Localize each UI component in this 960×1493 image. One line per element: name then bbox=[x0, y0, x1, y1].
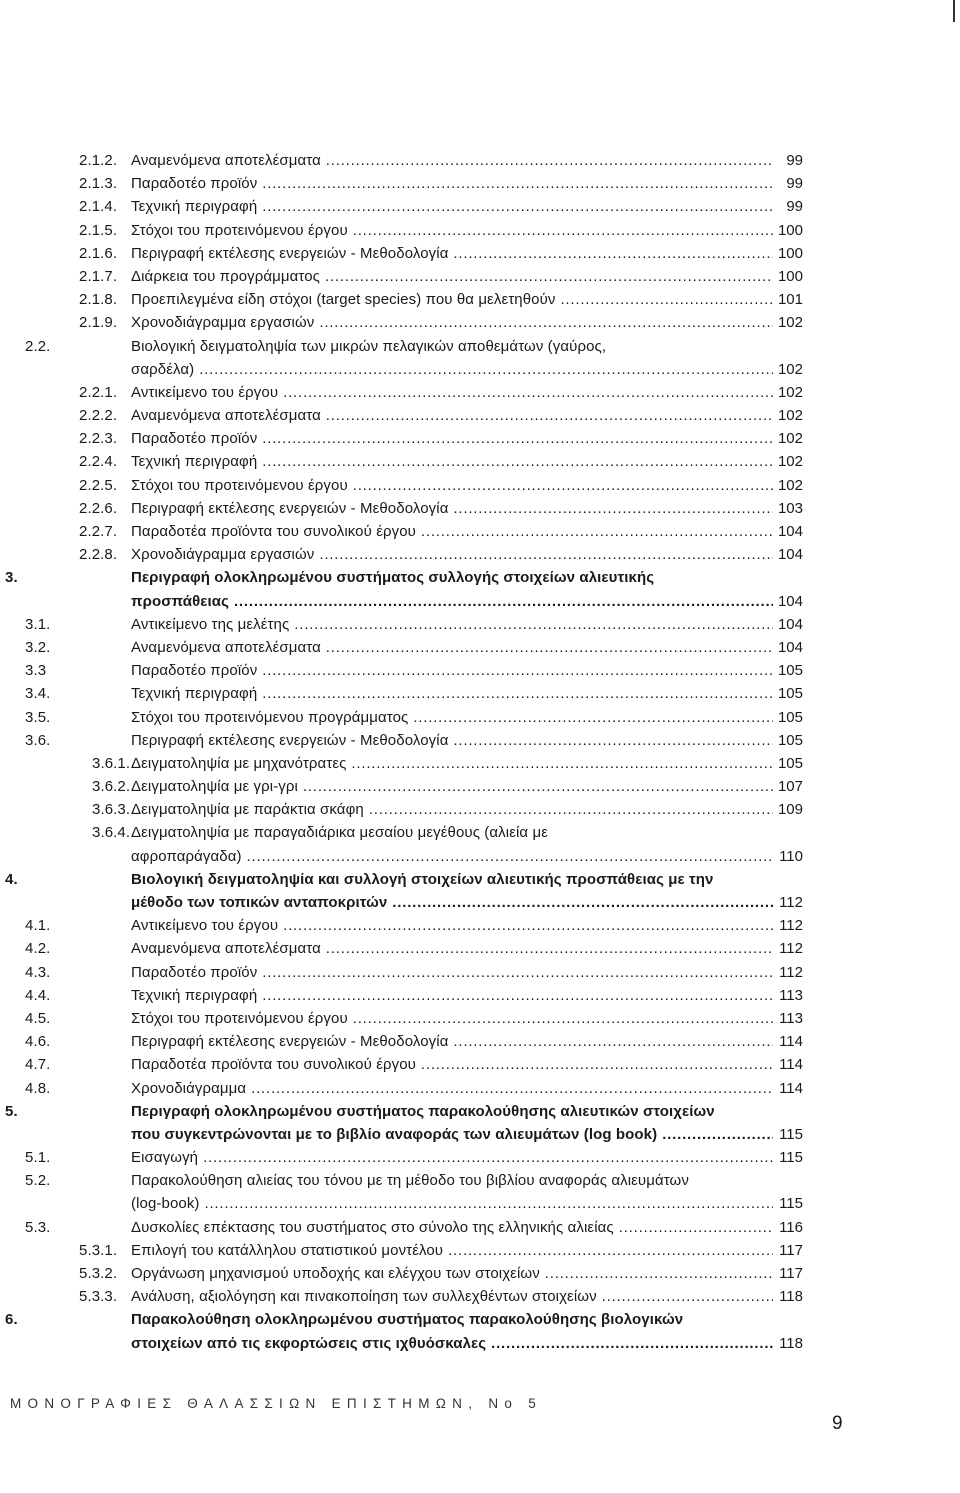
toc-entry-title: Στόχοι του προτεινόμενου έργου ..... bbox=[131, 474, 773, 497]
toc-entry-number: 5.3.2. bbox=[79, 1265, 118, 1282]
toc-entry[interactable] bbox=[0, 450, 960, 473]
toc-entry-number: 2.2.7. bbox=[79, 523, 118, 540]
toc-entry[interactable] bbox=[0, 149, 960, 172]
toc-entry-number: 4.1. bbox=[25, 917, 51, 935]
toc-entry-title: Στόχοι του προτεινόμενου έργου ..... bbox=[131, 219, 773, 242]
toc-entry[interactable] bbox=[0, 1007, 960, 1030]
toc-entry[interactable] bbox=[0, 288, 960, 311]
toc-entry-title: Παραδοτέο προϊόν ..... bbox=[131, 659, 773, 682]
toc-entry[interactable] bbox=[0, 1123, 960, 1146]
toc-entry-number: 4.7. bbox=[25, 1056, 51, 1074]
toc-entry-number: 4.2. bbox=[25, 940, 51, 958]
toc-entry[interactable] bbox=[0, 1308, 960, 1331]
toc-entry[interactable] bbox=[0, 1192, 960, 1215]
toc-entry-title: Βιολογική δειγματοληψία των μικρών πελαγικών αποθεμάτων (γαύρος, bbox=[131, 337, 607, 355]
toc-entry-title: Αντικείμενο του έργου ..... bbox=[131, 914, 773, 937]
toc-entry-page: 102 bbox=[777, 314, 803, 332]
toc-entry-title: Δυσκολίες επέκτασης του συστήματος στο σύνολο της ελληνικής αλιείας ..... bbox=[131, 1216, 773, 1239]
toc-entry-number: 3.2. bbox=[25, 638, 51, 656]
toc-entry-title: Παραδοτέα προϊόντα του συνολικού έργου ..... bbox=[131, 520, 773, 543]
toc-entry-page: 112 bbox=[779, 940, 803, 958]
toc-entry-title: Χρονοδιάγραμμα εργασιών ..... bbox=[131, 311, 773, 334]
toc-entry-page: 114 bbox=[779, 1079, 803, 1097]
toc-entry-page: 117 bbox=[779, 1265, 803, 1282]
toc-entry-page: 102 bbox=[777, 453, 803, 471]
toc-entry-title: Δειγματοληψία με μηχανότρατες ..... bbox=[131, 752, 773, 775]
toc-entry[interactable] bbox=[0, 543, 960, 566]
toc-entry-number: 4.3. bbox=[25, 963, 51, 981]
toc-entry[interactable] bbox=[0, 798, 960, 821]
toc-entry-page: 107 bbox=[777, 778, 803, 796]
toc-entry[interactable] bbox=[0, 590, 960, 613]
toc-entry-title: σαρδέλα) ..... bbox=[131, 358, 773, 381]
toc-entry[interactable] bbox=[0, 520, 960, 543]
toc-entry-number: 2.2.2. bbox=[79, 407, 118, 425]
toc-entry-title: Προεπιλεγμένα είδη στόχοι (target species) που θα μελετηθούν ..... bbox=[131, 288, 773, 311]
toc-entry[interactable] bbox=[0, 937, 960, 960]
toc-entry[interactable] bbox=[0, 311, 960, 334]
toc-entry-page: 100 bbox=[777, 221, 803, 239]
toc-entry-page: 104 bbox=[777, 523, 803, 540]
toc-entry-number: 2.1.8. bbox=[79, 291, 118, 309]
toc-entry-title: Στόχοι του προτεινόμενου έργου ..... bbox=[131, 1007, 773, 1030]
toc-entry-title: Δειγματοληψία με γρι-γρι ..... bbox=[131, 775, 773, 798]
toc-entry-number: 2.1.2. bbox=[79, 152, 118, 169]
toc-entry-title: Περιγραφή εκτέλεσης ενεργειών - Μεθοδολογία ..... bbox=[131, 242, 773, 265]
toc-entry[interactable] bbox=[0, 195, 960, 218]
toc-entry[interactable] bbox=[0, 706, 960, 729]
toc-entry-page: 102 bbox=[777, 407, 803, 425]
toc-entry-title: Περιγραφή εκτέλεσης ενεργειών - Μεθοδολογία ..... bbox=[131, 729, 773, 752]
toc-entry-page: 116 bbox=[779, 1218, 803, 1236]
toc-entry[interactable] bbox=[0, 219, 960, 242]
toc-entry-page: 112 bbox=[779, 894, 803, 911]
toc-entry-number: 5.3. bbox=[25, 1218, 51, 1236]
toc-entry[interactable] bbox=[0, 427, 960, 450]
toc-entry-page: 105 bbox=[777, 708, 803, 726]
toc-entry-number: 2.2.5. bbox=[79, 476, 118, 494]
toc-entry-number: 5. bbox=[5, 1102, 18, 1120]
toc-entry-title: αφροπαράγαδα) ..... bbox=[131, 845, 773, 868]
toc-entry-title: Εισαγωγή ..... bbox=[131, 1146, 773, 1169]
toc-entry-page: 102 bbox=[777, 430, 803, 448]
toc-entry-title: Αναμενόμενα αποτελέσματα ..... bbox=[131, 404, 773, 427]
toc-entry[interactable] bbox=[0, 1053, 960, 1076]
toc-entry-number: 5.1. bbox=[25, 1149, 51, 1167]
toc-entry-page: 118 bbox=[779, 1334, 803, 1352]
toc-entry-title: προσπάθειας ..... bbox=[131, 590, 773, 613]
toc-entry-number: 2.1.4. bbox=[79, 198, 118, 216]
toc-entry[interactable] bbox=[0, 1285, 960, 1308]
toc-entry-number: 3.4. bbox=[25, 685, 51, 703]
toc-entry-number: 2.2. bbox=[25, 337, 51, 355]
toc-entry-number: 2.2.1. bbox=[79, 383, 118, 401]
toc-entry[interactable] bbox=[0, 1262, 960, 1285]
toc-entry[interactable] bbox=[0, 497, 960, 520]
toc-entry[interactable] bbox=[0, 636, 960, 659]
toc-entry-page: 105 bbox=[777, 685, 803, 703]
toc-entry-title: Τεχνική περιγραφή ..... bbox=[131, 450, 773, 473]
toc-entry[interactable] bbox=[0, 613, 960, 636]
toc-entry[interactable] bbox=[0, 1332, 960, 1355]
toc-entry[interactable] bbox=[0, 659, 960, 682]
toc-entry-number: 3.6. bbox=[25, 731, 51, 749]
toc-entry[interactable] bbox=[0, 172, 960, 195]
toc-entry-number: 4.8. bbox=[25, 1079, 51, 1097]
toc-entry-number: 4.5. bbox=[25, 1009, 51, 1027]
toc-entry-page: 105 bbox=[777, 731, 803, 749]
toc-entry-page: 114 bbox=[779, 1056, 803, 1074]
toc-entry-number: 3.6.1. bbox=[92, 754, 131, 772]
toc-entry-number: 3.5. bbox=[25, 708, 51, 726]
journal-footer: ΜΟΝΟΓΡΑΦΙΕΣ ΘΑΛΑΣΣΙΩΝ ΕΠΙΣΤΗΜΩΝ, Νο 5 bbox=[10, 1396, 543, 1411]
toc-entry-number: 6. bbox=[5, 1311, 18, 1329]
toc-entry-number: 2.2.6. bbox=[79, 499, 118, 517]
toc-entry-title: Παραδοτέο προϊόν ..... bbox=[131, 961, 773, 984]
toc-entry-title: Τεχνική περιγραφή ..... bbox=[131, 984, 773, 1007]
table-of-contents bbox=[0, 149, 960, 1355]
toc-entry-number: 2.1.9. bbox=[79, 314, 118, 332]
toc-entry-page: 112 bbox=[779, 963, 803, 981]
toc-entry[interactable] bbox=[0, 566, 960, 589]
toc-entry-page: 112 bbox=[779, 917, 803, 935]
toc-entry[interactable] bbox=[0, 381, 960, 404]
toc-entry-title: Αντικείμενο του έργου ..... bbox=[131, 381, 773, 404]
toc-entry-title: Αντικείμενο της μελέτης ..... bbox=[131, 613, 773, 636]
toc-entry-page: 99 bbox=[786, 175, 803, 193]
toc-entry-number: 5.3.3. bbox=[79, 1288, 118, 1306]
toc-entry-number: 3. bbox=[5, 569, 18, 587]
toc-entry[interactable] bbox=[0, 1239, 960, 1262]
toc-entry-page: 103 bbox=[777, 499, 803, 517]
toc-entry-title: Παραδοτέα προϊόντα του συνολικού έργου ..... bbox=[131, 1053, 773, 1076]
toc-entry-page: 105 bbox=[777, 754, 803, 772]
toc-entry-page: 104 bbox=[777, 638, 803, 656]
toc-entry-page: 114 bbox=[779, 1033, 803, 1051]
toc-entry-title: Βιολογική δειγματοληψία και συλλογή στοιχείων αλιευτικής προσπάθειας με την bbox=[131, 870, 714, 888]
toc-entry-number: 5.2. bbox=[25, 1172, 51, 1190]
toc-entry[interactable] bbox=[0, 1077, 960, 1100]
toc-entry-title: Περιγραφή ολοκληρωμένου συστήματος παρακολούθησης αλιευτικών στοιχείων bbox=[131, 1102, 715, 1120]
toc-entry-page: 117 bbox=[779, 1241, 803, 1259]
toc-entry[interactable] bbox=[0, 891, 960, 914]
toc-entry-number: 3.6.2. bbox=[92, 778, 131, 796]
toc-entry-number: 4.6. bbox=[25, 1033, 51, 1051]
toc-entry-number: 2.1.6. bbox=[79, 244, 118, 262]
toc-entry[interactable] bbox=[0, 729, 960, 752]
toc-entry[interactable] bbox=[0, 242, 960, 265]
toc-entry-page: 102 bbox=[777, 383, 803, 401]
toc-entry[interactable] bbox=[0, 984, 960, 1007]
toc-entry-number: 2.2.3. bbox=[79, 430, 118, 448]
toc-entry-page: 102 bbox=[777, 476, 803, 494]
toc-entry-title: Δειγματοληψία με παραγαδιάρικα μεσαίου μεγέθους (αλιεία με bbox=[131, 824, 548, 842]
toc-entry[interactable] bbox=[0, 961, 960, 984]
toc-entry[interactable] bbox=[0, 335, 960, 358]
toc-entry-page: 113 bbox=[779, 986, 803, 1004]
toc-entry-page: 115 bbox=[779, 1125, 803, 1143]
toc-entry-title: Περιγραφή εκτέλεσης ενεργειών - Μεθοδολογία ..... bbox=[131, 497, 773, 520]
toc-entry-number: 2.1.7. bbox=[79, 267, 118, 285]
toc-entry[interactable] bbox=[0, 358, 960, 381]
toc-entry[interactable] bbox=[0, 752, 960, 775]
toc-entry-page: 118 bbox=[779, 1288, 803, 1306]
toc-entry[interactable] bbox=[0, 1169, 960, 1192]
toc-entry-title: Οργάνωση μηχανισμού υποδοχής και ελέγχου των στοιχείων ..... bbox=[131, 1262, 773, 1285]
toc-entry-number: 2.1.5. bbox=[79, 221, 118, 239]
toc-entry-page: 105 bbox=[777, 662, 803, 680]
toc-entry-number: 3.3 bbox=[25, 662, 47, 680]
page-corner-mark bbox=[948, 0, 960, 22]
toc-entry[interactable] bbox=[0, 1216, 960, 1239]
toc-entry-number: 3.6.3. bbox=[92, 801, 131, 819]
toc-entry-page: 113 bbox=[779, 1009, 803, 1027]
toc-entry-title: Αναμενόμενα αποτελέσματα ..... bbox=[131, 937, 773, 960]
toc-entry-title: στοιχείων από τις εκφορτώσεις στις ιχθυόσκαλες ..... bbox=[131, 1332, 773, 1355]
toc-entry[interactable] bbox=[0, 775, 960, 798]
toc-entry-page: 110 bbox=[779, 847, 803, 865]
toc-entry-number: 2.2.4. bbox=[79, 453, 118, 471]
toc-entry-number: 2.1.3. bbox=[79, 175, 118, 193]
toc-entry[interactable] bbox=[0, 1146, 960, 1169]
toc-entry-page: 104 bbox=[777, 592, 803, 610]
toc-entry-page: 115 bbox=[779, 1195, 803, 1213]
toc-entry[interactable] bbox=[0, 914, 960, 937]
toc-entry-title: (log-book) ..... bbox=[131, 1192, 773, 1215]
toc-entry-title: Δειγματοληψία με παράκτια σκάφη ..... bbox=[131, 798, 773, 821]
toc-entry-title: Αναμενόμενα αποτελέσματα ..... bbox=[131, 636, 773, 659]
toc-entry-title: Αναμενόμενα αποτελέσματα ..... bbox=[131, 149, 773, 172]
toc-entry-number: 4.4. bbox=[25, 986, 51, 1004]
toc-entry-page: 109 bbox=[777, 801, 803, 819]
toc-entry[interactable] bbox=[0, 821, 960, 844]
toc-entry[interactable] bbox=[0, 265, 960, 288]
toc-entry[interactable] bbox=[0, 845, 960, 868]
toc-entry-title: Ανάλυση, αξιολόγηση και πινακοποίηση των συλλεχθέντων στοιχείων ..... bbox=[131, 1285, 773, 1308]
toc-entry[interactable] bbox=[0, 868, 960, 891]
toc-entry-page: 104 bbox=[777, 546, 803, 564]
toc-entry-number: 3.6.4. bbox=[92, 824, 131, 842]
toc-entry-page: 115 bbox=[779, 1149, 803, 1167]
toc-entry-title: Τεχνική περιγραφή ..... bbox=[131, 195, 773, 218]
toc-entry-page: 104 bbox=[777, 615, 803, 633]
toc-entry-title: Περιγραφή εκτέλεσης ενεργειών - Μεθοδολογία ..... bbox=[131, 1030, 773, 1053]
toc-entry-title: Παρακολούθηση αλιείας του τόνου με τη μέθοδο του βιβλίου αναφοράς αλιευμάτων bbox=[131, 1172, 689, 1190]
toc-entry-title: Περιγραφή ολοκληρωμένου συστήματος συλλογής στοιχείων αλιευτικής bbox=[131, 569, 655, 587]
toc-entry-title: Χρονοδιάγραμμα ..... bbox=[131, 1077, 773, 1100]
toc-entry-title: Διάρκεια του προγράμματος ..... bbox=[131, 265, 773, 288]
toc-entry[interactable] bbox=[0, 404, 960, 427]
toc-entry-page: 100 bbox=[777, 244, 803, 262]
toc-entry-number: 2.2.8. bbox=[79, 546, 118, 564]
toc-entry-page: 100 bbox=[777, 267, 803, 285]
toc-entry-title: Παραδοτέο προϊόν ..... bbox=[131, 172, 773, 195]
toc-entry-page: 101 bbox=[777, 291, 803, 309]
toc-entry-number: 4. bbox=[5, 870, 18, 888]
toc-entry[interactable] bbox=[0, 1100, 960, 1123]
toc-entry-title: Παρακολούθηση ολοκληρωμένου συστήματος παρακολούθησης βιολογικών bbox=[131, 1311, 684, 1329]
toc-entry-page: 102 bbox=[777, 360, 803, 378]
toc-entry-title: Παραδοτέο προϊόν ..... bbox=[131, 427, 773, 450]
toc-entry-title: Επιλογή του κατάλληλου στατιστικού μοντέλου ..... bbox=[131, 1239, 773, 1262]
toc-entry[interactable] bbox=[0, 682, 960, 705]
toc-entry[interactable] bbox=[0, 474, 960, 497]
toc-entry-title: μέθοδο των τοπικών ανταποκριτών ..... bbox=[131, 891, 773, 914]
toc-entry-title: που συγκεντρώνονται με το βιβλίο αναφοράς των αλιευμάτων (log book) ..... bbox=[131, 1123, 773, 1146]
toc-entry-page: 99 bbox=[786, 152, 803, 169]
toc-entry-number: 5.3.1. bbox=[79, 1241, 118, 1259]
toc-entry-title: Τεχνική περιγραφή ..... bbox=[131, 682, 773, 705]
toc-entry-number: 3.1. bbox=[25, 615, 51, 633]
toc-entry-page: 99 bbox=[786, 198, 803, 216]
toc-entry-title: Χρονοδιάγραμμα εργασιών ..... bbox=[131, 543, 773, 566]
toc-entry-title: Στόχοι του προτεινόμενου προγράμματος ..... bbox=[131, 706, 773, 729]
toc-entry[interactable] bbox=[0, 1030, 960, 1053]
page-number: 9 bbox=[832, 1413, 843, 1434]
